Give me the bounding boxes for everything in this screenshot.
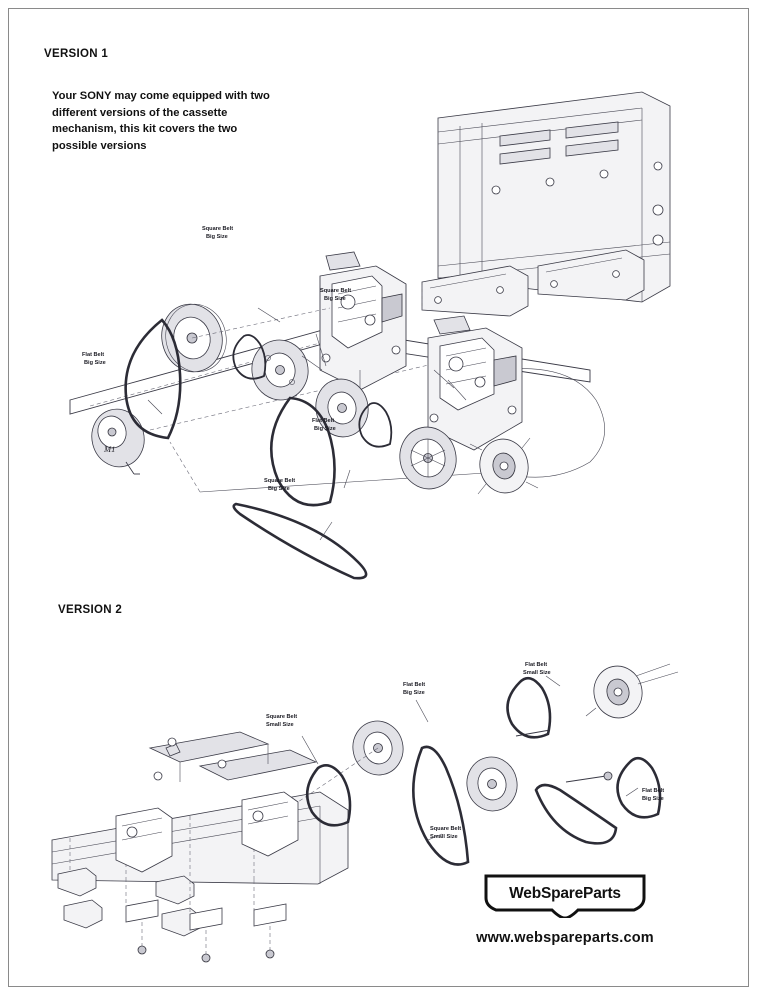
motor-m1 [86, 404, 150, 474]
callout-line-2: Small Size [430, 834, 458, 840]
intro-note: Your SONY may come equipped with two different versions of the cassette mechanism, this kit covers the two possible versions [52, 90, 270, 152]
callout-line-2: Small Size [266, 722, 294, 728]
pulley-v2-center [462, 752, 522, 815]
callout-line-2: Big Size [84, 360, 106, 366]
callout-line-1: Square Belt [202, 226, 234, 232]
callout-line-1: Square Belt [264, 478, 296, 484]
callout-line-2: Big Size [206, 234, 228, 240]
cassette-mechanism-assembly-b [428, 316, 522, 450]
callout-line-1: Square Belt [266, 714, 298, 720]
version-2-heading: VERSION 2 [58, 604, 123, 616]
callout-v2-square-belt-small-2 [430, 826, 461, 840]
callout-line-2: Big Size [642, 796, 664, 802]
callout-line-2: Big Size [403, 690, 425, 696]
callout-v1-flat-belt-big-1 [82, 352, 106, 366]
callout-line-2: Big Size [324, 296, 346, 302]
callout-line-1: Flat Belt [82, 352, 105, 358]
pulley-v2-left [298, 716, 408, 802]
callout-line-1: Flat Belt [403, 682, 426, 688]
version-1-exploded-diagram [30, 70, 690, 540]
callout-line-2: Big Size [314, 426, 336, 432]
capstan-motor-v2-right [586, 662, 678, 723]
chassis-deck-v2 [52, 732, 348, 884]
callout-v1-square-belt-big-1 [202, 226, 233, 240]
cassette-mechanism-assembly-a [320, 252, 406, 390]
pulley-mid-left [246, 335, 313, 405]
callout-line-1: Square Belt [320, 288, 352, 294]
callout-line-1: Flat Belt [525, 662, 548, 668]
callout-line-2: Small Size [523, 670, 551, 676]
logo-badge [474, 872, 656, 918]
callout-line-1: Flat Belt [312, 418, 335, 424]
logo-text: WebSpareParts [509, 885, 621, 902]
version-1-heading: VERSION 1 [44, 48, 109, 60]
branding-block [455, 872, 675, 946]
callout-line-1: Flat Belt [642, 788, 665, 794]
site-url[interactable]: www.webspareparts.com [476, 930, 654, 946]
callout-leader-lines-v2 [302, 676, 638, 840]
callout-line-1: Square Belt [430, 826, 462, 832]
motor-label-m1: M1 [104, 444, 116, 454]
callout-line-2: Big Size [268, 486, 290, 492]
callout-v2-flat-belt-big-1 [403, 682, 425, 696]
callout-v2-square-belt-small-1 [266, 714, 297, 728]
callout-v2-flat-belt-small [523, 662, 551, 676]
